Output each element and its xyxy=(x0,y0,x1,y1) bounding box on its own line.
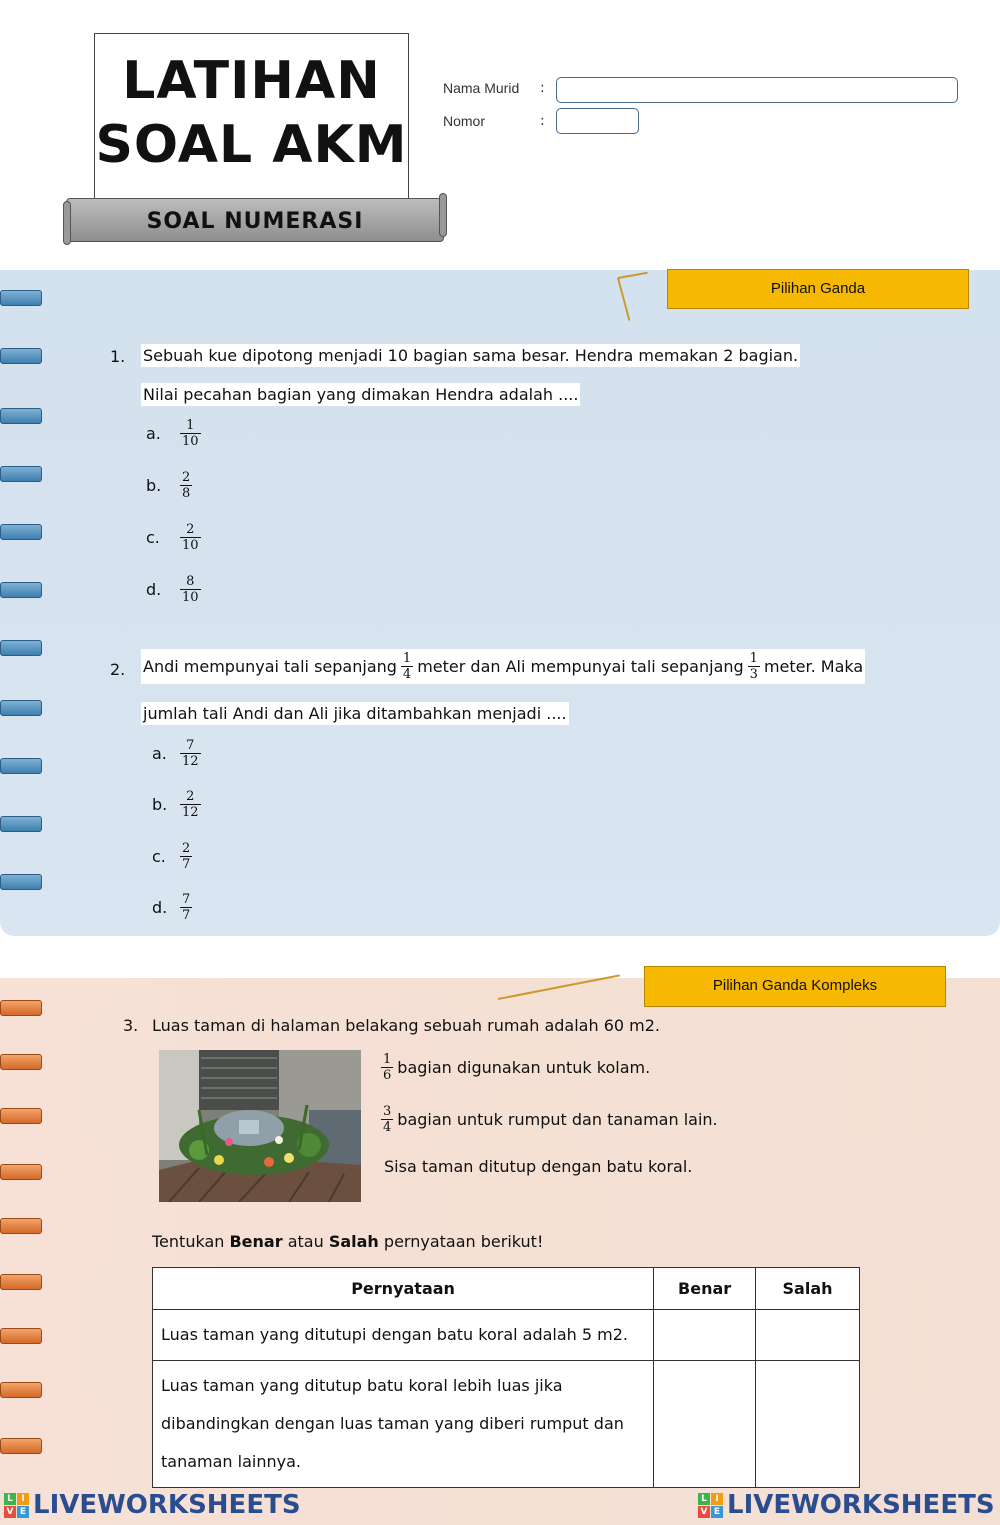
fraction-numerator: 7 xyxy=(186,738,195,753)
brand-text: LIVEWORKSHEETS xyxy=(33,1490,301,1520)
fraction-numerator: 2 xyxy=(186,789,195,804)
icon-letter: L xyxy=(698,1493,710,1505)
answer-option-c[interactable] xyxy=(152,841,196,872)
fraction-denominator: 7 xyxy=(182,857,191,872)
spiral-ring xyxy=(0,1218,42,1234)
option-fraction xyxy=(180,574,201,605)
fraction-denominator: 10 xyxy=(182,590,199,605)
fraction-denominator: 6 xyxy=(383,1068,392,1083)
spiral-ring xyxy=(0,1054,42,1070)
garden-fact-pond xyxy=(381,1052,650,1083)
spiral-ring xyxy=(0,1274,42,1290)
fact-text: bagian digunakan untuk kolam. xyxy=(397,1058,651,1077)
spiral-ring xyxy=(0,758,42,774)
fraction-denominator: 4 xyxy=(402,667,412,682)
header-pernyataan: Pernyataan xyxy=(153,1268,654,1310)
question-fragment: meter. Maka xyxy=(763,657,864,676)
icon-letter: V xyxy=(698,1506,710,1518)
answer-option-a[interactable] xyxy=(146,418,205,449)
answer-option-d[interactable] xyxy=(152,892,196,923)
fraction-denominator: 12 xyxy=(182,805,199,820)
option-letter: a. xyxy=(146,424,161,443)
statement-table xyxy=(152,1267,860,1488)
icon-letter: I xyxy=(17,1493,29,1505)
table-header-row xyxy=(153,1268,860,1310)
instruction-benar: Benar xyxy=(229,1232,283,1251)
fraction-denominator: 10 xyxy=(182,538,199,553)
icon-letter: I xyxy=(711,1493,723,1505)
salah-answer-cell[interactable] xyxy=(756,1310,860,1361)
question-number: 2. xyxy=(110,660,126,679)
inline-fraction xyxy=(381,1104,393,1135)
liveworksheets-logo-right[interactable] xyxy=(698,1490,995,1520)
fraction-numerator: 1 xyxy=(402,651,412,666)
fraction-denominator: 7 xyxy=(182,908,191,923)
spiral-ring xyxy=(0,408,42,424)
option-letter: c. xyxy=(146,528,160,547)
question-fragment: Andi mempunyai tali sepanjang xyxy=(143,657,397,676)
benar-answer-cell[interactable] xyxy=(654,1310,756,1361)
option-fraction xyxy=(180,418,201,449)
banner-label: SOAL NUMERASI xyxy=(146,209,364,234)
instruction-fragment: pernyataan berikut! xyxy=(383,1232,544,1251)
statement-cell: Luas taman yang ditutup batu koral lebih luas jika dibandingkan dengan luas taman yang diberi rumput dan tanaman lainnya. xyxy=(153,1361,654,1488)
spiral-ring xyxy=(0,640,42,656)
answer-option-d[interactable] xyxy=(146,574,205,605)
liveworksheets-icon xyxy=(4,1493,29,1518)
name-input[interactable] xyxy=(556,77,958,103)
answer-option-b[interactable] xyxy=(152,789,205,820)
option-letter: b. xyxy=(152,795,168,814)
table-row xyxy=(153,1310,860,1361)
tag-pilihan-ganda-kompleks: Pilihan Ganda Kompleks xyxy=(644,966,946,1007)
option-fraction xyxy=(180,841,192,872)
instruction-fragment: Tentukan xyxy=(152,1232,225,1251)
spiral-ring xyxy=(0,1328,42,1344)
question-text xyxy=(141,346,800,365)
instruction-fragment: atau xyxy=(287,1232,324,1251)
fraction-numerator: 3 xyxy=(383,1104,392,1119)
worksheet-title-line2: SOAL AKM xyxy=(95,115,408,175)
fraction-numerator: 8 xyxy=(186,574,195,589)
fraction-denominator: 3 xyxy=(749,667,758,682)
question-number: 3. xyxy=(123,1016,139,1035)
icon-letter: E xyxy=(711,1506,723,1518)
number-label: Nomor xyxy=(443,113,486,129)
icon-letter: V xyxy=(4,1506,16,1518)
option-fraction xyxy=(180,738,201,769)
header-benar: Benar xyxy=(654,1268,756,1310)
garden-photo xyxy=(159,1050,361,1202)
salah-answer-cell[interactable] xyxy=(756,1361,860,1488)
worksheet-title-line1: LATIHAN xyxy=(122,51,381,111)
liveworksheets-icon xyxy=(698,1493,723,1518)
fraction-numerator: 2 xyxy=(186,522,195,537)
fact-text: bagian untuk rumput dan tanaman lain. xyxy=(397,1110,718,1129)
spiral-ring xyxy=(0,290,42,306)
spiral-ring xyxy=(0,1000,42,1016)
spiral-ring xyxy=(0,1438,42,1454)
fraction-denominator: 12 xyxy=(182,754,199,769)
answer-option-b[interactable] xyxy=(146,470,196,501)
spiral-ring xyxy=(0,1164,42,1180)
fraction-numerator: 1 xyxy=(383,1052,392,1067)
garden-fact-coral: Sisa taman ditutup dengan batu koral. xyxy=(384,1157,693,1176)
garden-illustration xyxy=(159,1050,361,1202)
option-letter: d. xyxy=(152,898,168,917)
fraction-numerator: 2 xyxy=(182,841,191,856)
worksheet-title-box xyxy=(94,33,409,203)
question-line: Sebuah kue dipotong menjadi 10 bagian sama besar. Hendra memakan 2 bagian. xyxy=(143,346,799,365)
icon-letter: E xyxy=(17,1506,29,1518)
question-text xyxy=(141,649,865,684)
icon-letter: L xyxy=(4,1493,16,1505)
number-input[interactable] xyxy=(556,108,639,134)
option-fraction xyxy=(180,522,201,553)
fraction-denominator: 4 xyxy=(383,1120,392,1135)
option-fraction xyxy=(180,789,201,820)
liveworksheets-logo-left[interactable] xyxy=(4,1490,301,1520)
fraction-denominator: 8 xyxy=(182,486,191,501)
question-line: Nilai pecahan bagian yang dimakan Hendra adalah .... xyxy=(143,385,579,404)
spiral-ring xyxy=(0,700,42,716)
question-number: 1. xyxy=(110,347,126,366)
spiral-ring xyxy=(0,874,42,890)
answer-option-c[interactable] xyxy=(146,522,205,553)
option-letter: c. xyxy=(152,847,166,866)
fraction-numerator: 7 xyxy=(182,892,191,907)
spiral-ring xyxy=(0,1108,42,1124)
option-letter: d. xyxy=(146,580,162,599)
spiral-ring xyxy=(0,348,42,364)
table-row xyxy=(153,1361,860,1488)
header-salah: Salah xyxy=(756,1268,860,1310)
question-text xyxy=(141,385,580,404)
benar-answer-cell[interactable] xyxy=(654,1361,756,1488)
question-fragment: meter dan Ali mempunyai tali sepanjang xyxy=(417,657,744,676)
fraction-numerator: 1 xyxy=(186,418,195,433)
spiral-ring xyxy=(0,816,42,832)
instruction-salah: Salah xyxy=(328,1232,379,1251)
inline-fraction xyxy=(401,651,413,682)
option-fraction xyxy=(180,892,192,923)
question-text: Luas taman di halaman belakang sebuah rumah adalah 60 m2. xyxy=(152,1016,660,1035)
spiral-ring xyxy=(0,524,42,540)
option-fraction xyxy=(180,470,192,501)
name-colon: : xyxy=(540,80,545,96)
question-line: jumlah tali Andi dan Ali jika ditambahkan menjadi .... xyxy=(143,704,567,723)
inline-fraction xyxy=(748,651,760,682)
spiral-ring xyxy=(0,466,42,482)
brand-text: LIVEWORKSHEETS xyxy=(727,1490,995,1520)
fraction-numerator: 1 xyxy=(749,651,758,666)
garden-fact-grass xyxy=(381,1104,718,1135)
scroll-banner xyxy=(66,198,444,242)
spiral-ring xyxy=(0,1382,42,1398)
name-label: Nama Murid xyxy=(443,80,520,96)
answer-option-a[interactable] xyxy=(152,738,205,769)
spiral-ring xyxy=(0,582,42,598)
number-colon: : xyxy=(540,113,545,129)
fraction-numerator: 2 xyxy=(182,470,191,485)
inline-fraction xyxy=(381,1052,393,1083)
fraction-denominator: 10 xyxy=(182,434,199,449)
question-text xyxy=(141,704,569,723)
option-letter: a. xyxy=(152,744,167,763)
question-line xyxy=(141,649,865,684)
instruction-text xyxy=(152,1232,543,1251)
tag-pilihan-ganda: Pilihan Ganda xyxy=(667,269,969,309)
statement-cell: Luas taman yang ditutupi dengan batu koral adalah 5 m2. xyxy=(153,1310,654,1361)
option-letter: b. xyxy=(146,476,162,495)
